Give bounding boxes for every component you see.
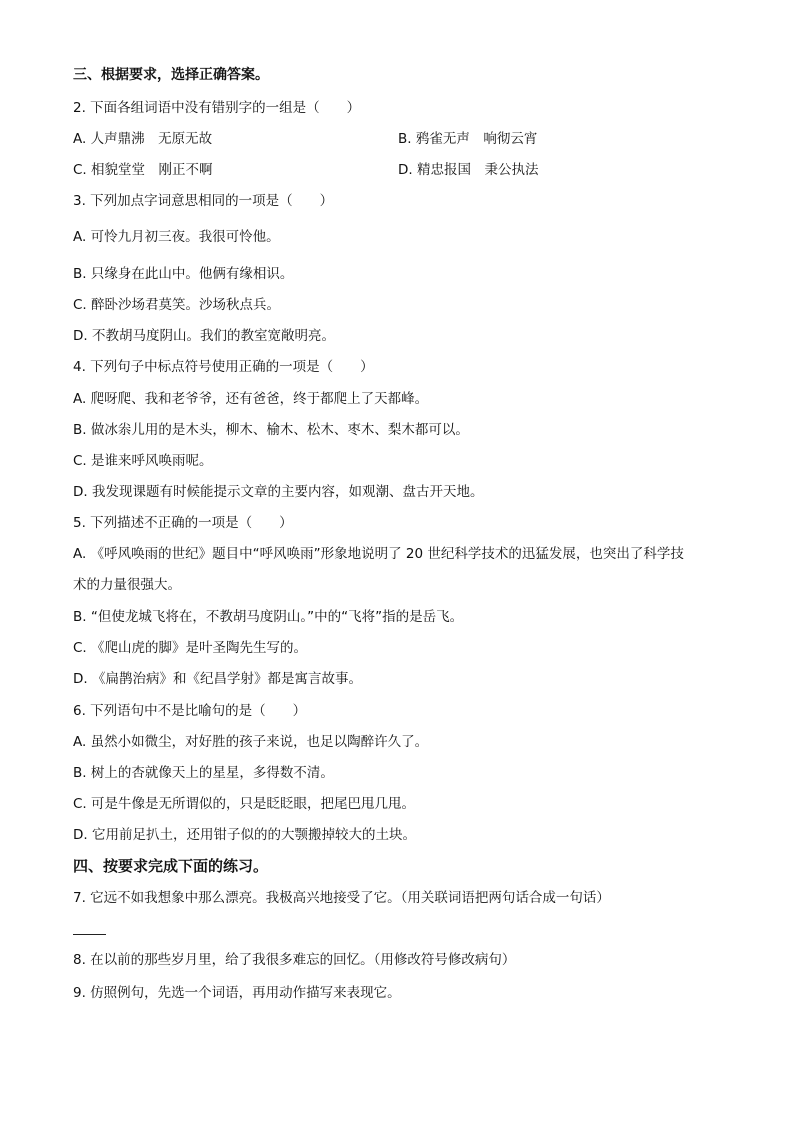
q3-option-a: A. 可怜九月初三夜。我很可怜他。 (73, 229, 280, 245)
q2-option-d: D. 精忠报国 秉公执法 (398, 162, 539, 178)
q5-option-c: C. 《爬山虎的脚》是叶圣陶先生写的。 (73, 640, 308, 656)
q4-option-b: B. 做冰尜儿用的是木头，柳木、榆木、松木、枣木、梨木都可以。 (73, 422, 469, 438)
q4-option-a: A. 爬呀爬、我和老爷爷，还有爸爸，终于都爬上了天都峰。 (73, 391, 429, 407)
q6-option-b: B. 树上的杏就像天上的星星，多得数不清。 (73, 765, 334, 781)
q6-stem: 6. 下列语句中不是比喻句的是（ ） (73, 703, 307, 719)
q7-text: 7. 它远不如我想象中那么漂亮。我极高兴地接受了它。（用关联词语把两句话合成一句话） (73, 890, 610, 906)
q9-text: 9. 仿照例句，先选一个词语，再用动作描写来表现它。 (73, 985, 401, 1001)
q2-stem: 2. 下面各组词语中没有错别字的一组是（ ） (73, 100, 361, 116)
q6-option-c: C. 可是牛像是无所谓似的，只是眨眨眼，把尾巴甩几甩。 (73, 796, 416, 812)
q5-stem: 5. 下列描述不正确的一项是（ ） (73, 515, 293, 531)
q3-option-c: C. 醉卧沙场君莫笑。沙场秋点兵。 (73, 297, 281, 313)
q2-option-c: C. 相貌堂堂 刚正不啊 (73, 162, 213, 178)
q5-option-a-line2: 术的力量很强大。 (73, 577, 181, 593)
q3-option-b: B. 只缘身在此山中。他俩有缘相识。 (73, 266, 294, 282)
q3-option-d: D. 不教胡马度阴山。我们的教室宽敞明亮。 (73, 328, 335, 344)
q7-answer-line[interactable] (73, 934, 106, 935)
q6-option-d: D. 它用前足扒土，还用钳子似的的大颚搬掉较大的土块。 (73, 827, 416, 843)
q4-option-d: D. 我发现课题有时候能提示文章的主要内容，如观潮、盘古开天地。 (73, 484, 484, 500)
q2-option-a: A. 人声鼎沸 无原无故 (73, 131, 213, 147)
q6-option-a: A. 虽然小如微尘，对好胜的孩子来说，也足以陶醉许久了。 (73, 734, 429, 750)
q3-stem: 3. 下列加点字词意思相同的一项是（ ） (73, 193, 334, 209)
q8-text: 8. 在以前的那些岁月里，给了我很多难忘的回忆。（用修改符号修改病句） (73, 952, 516, 968)
q5-option-d: D. 《扁鹊治病》和《纪昌学射》都是寓言故事。 (73, 671, 362, 687)
q2-option-b: B. 鸦雀无声 响彻云宵 (398, 131, 538, 147)
q5-option-a-line1: A. 《呼风唤雨的世纪》题目中“呼风唤雨”形象地说明了 20 世纪科学技术的迅猛发展，也突出了科学技 (73, 546, 684, 562)
q4-stem: 4. 下列句子中标点符号使用正确的一项是（ ） (73, 359, 374, 375)
q5-option-b: B. “但使龙城飞将在，不教胡马度阴山。”中的“飞将”指的是岳飞。 (73, 609, 464, 625)
section-4-heading: 四、按要求完成下面的练习。 (73, 857, 269, 875)
section-3-heading: 三、根据要求，选择正确答案。 (73, 67, 269, 83)
q4-option-c: C. 是谁来呼风唤雨呢。 (73, 453, 213, 469)
